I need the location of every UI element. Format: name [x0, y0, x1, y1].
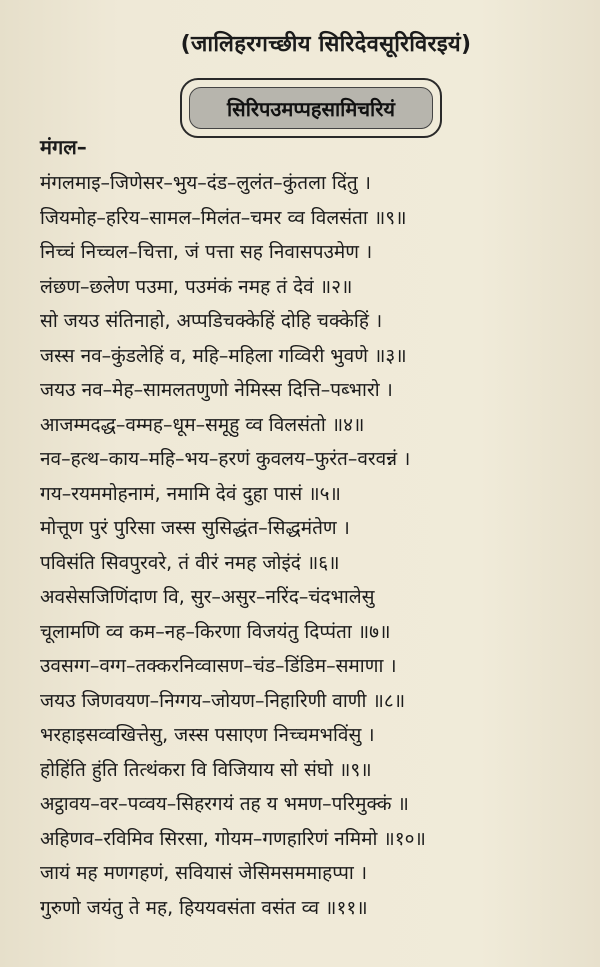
- verse-line: सो जयउ संतिनाहो, अप्पडिचक्केहिं दोहि चक्केहिं ।: [40, 310, 383, 332]
- verse-line: गय–रयममोहनामं, नमामि देवं दुहा पासं ॥५॥: [40, 482, 341, 505]
- page-header: [0, 28, 600, 58]
- verse-line: चूलामणि व्व कम–नह–किरणा विजयंतु दिप्पंता ॥७॥: [40, 620, 391, 643]
- header-subtitle: (जालिहरगच्छीय सिरिदेवसूरिविरइयं): [180, 32, 472, 57]
- verse-line: अहिणव–रविमिव सिरसा, गोयम–गणहारिणं नमिमो ॥१०॥: [40, 827, 426, 850]
- title-box: [189, 87, 433, 129]
- verse-line: नव–हत्थ–काय–महि–भय–हरणं कुवलय–फुरंत–वरवन्नं ।: [40, 448, 411, 470]
- verse-line: जस्स नव–कुंडलेहिं व, महि–महिला गव्विरी भुवणे ॥३॥: [40, 344, 407, 367]
- section-label: मंगल–: [40, 135, 87, 159]
- chapter-title: सिरिपउमप्पहसामिचरियं: [227, 96, 395, 121]
- verse-line: भरहाइसव्वखित्तेसु, जस्स पसाएण निच्चमभविंसु ।: [40, 724, 375, 746]
- verse-line: उवसग्ग–वग्ग–तक्करनिव्वासण–चंड–डिंडिम–समाणा ।: [40, 655, 397, 677]
- verse-line: अट्ठावय–वर–पव्वय–सिहरगयं तह य भमण–परिमुक्कं ॥: [40, 793, 409, 815]
- verse-line: मंगलमाइ–जिणेसर–भुय–दंड–लुलंत–कुंतला दिंतु ।: [40, 172, 371, 194]
- verse-line: अवसेसजिणिंदाण वि, सुर–असुर–नरिंद–चंदभालेसु: [40, 586, 375, 608]
- verse-block: [40, 166, 580, 925]
- verse-line: जियमोह–हरिय–सामल–मिलंत–चमर व्व विलसंता ॥९॥: [40, 206, 407, 229]
- verse-line: लंछण–छलेण पउमा, पउमंकं नमह तं देवं ॥२॥: [40, 275, 353, 298]
- verse-line: जयउ नव–मेह–सामलतणुणो नेमिस्स दित्ति–पब्भारो ।: [40, 379, 393, 401]
- verse-line: जायं मह मणगहणं, सवियासं जेसिमसममाहप्पा ।: [40, 862, 368, 884]
- verse-line: निच्चं निच्चल–चित्ता, जं पत्ता सह निवासपउमेण ।: [40, 241, 373, 263]
- verse-line: होहिंति हुंति तित्थंकरा वि विजियाय सो संघो ॥९॥: [40, 758, 372, 781]
- verse-line: मोत्तूण पुरं पुरिसा जस्स सुसिद्धंत–सिद्धमंतेण ।: [40, 517, 350, 539]
- verse-line: जयउ जिणवयण–निग्गय–जोयण–निहारिणी वाणी ॥८॥: [40, 689, 406, 712]
- verse-line: गुरुणो जयंतु ते मह, हिययवसंता वसंत व्व ॥११॥: [40, 896, 368, 919]
- verse-line: पविसंति सिवपुरवरे, तं वीरं नमह जोइंदं ॥६॥: [40, 551, 340, 574]
- title-frame: [180, 78, 442, 138]
- verse-line: आजम्मदद्ध–वम्मह–धूम–समूहु व्व विलसंतो ॥४॥: [40, 413, 365, 436]
